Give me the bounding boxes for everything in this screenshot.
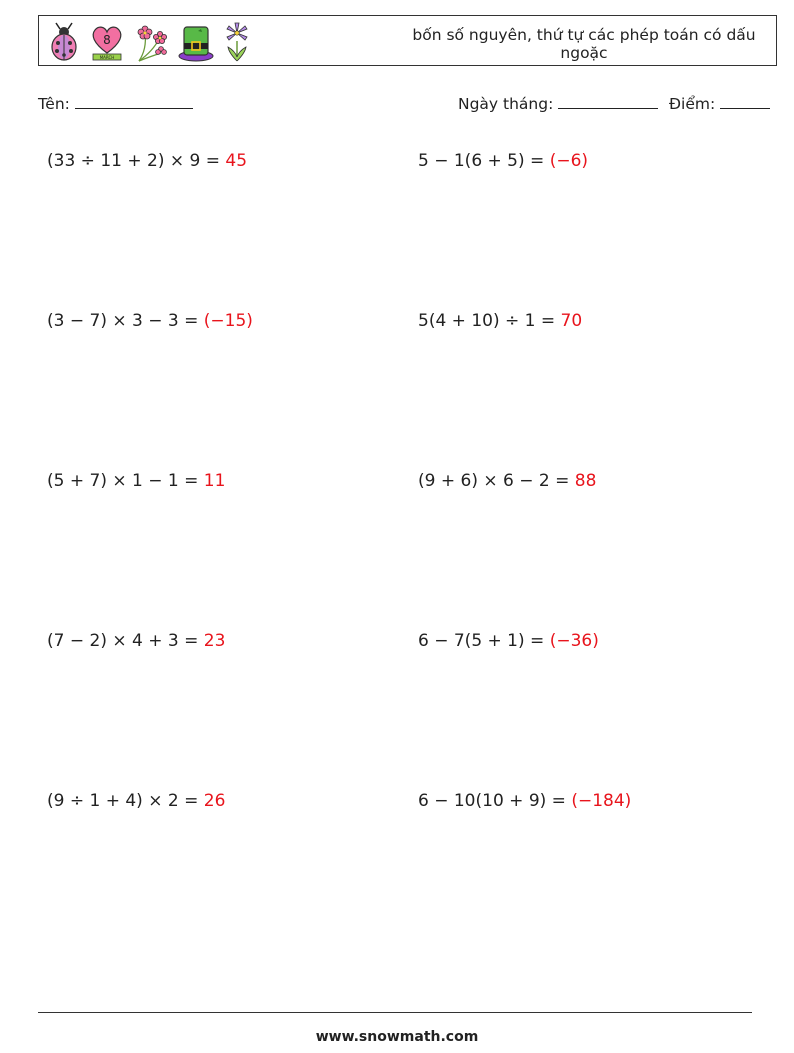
name-label: Tên: xyxy=(38,95,70,113)
problem-expression: (9 ÷ 1 + 4) × 2 = xyxy=(47,791,204,811)
flowers-icon xyxy=(133,21,169,63)
problem-3 xyxy=(47,311,253,331)
header-box xyxy=(38,15,777,66)
problem-expression: 6 − 10(10 + 9) = xyxy=(418,791,572,811)
heart-ribbon: MARCH xyxy=(99,55,115,60)
problem-expression: 5(4 + 10) ÷ 1 = xyxy=(418,311,561,331)
problem-6 xyxy=(418,471,596,491)
ladybug-icon xyxy=(47,21,81,63)
footer-divider xyxy=(38,1012,752,1013)
problem-8 xyxy=(418,631,599,651)
problem-2 xyxy=(418,151,588,171)
problem-expression: (5 + 7) × 1 − 1 = xyxy=(47,471,204,491)
name-line[interactable] xyxy=(75,94,193,109)
leprechaun-hat-icon xyxy=(177,21,215,63)
score-label: Điểm: xyxy=(669,95,716,113)
problem-expression: (7 − 2) × 4 + 3 = xyxy=(47,631,204,651)
problem-7 xyxy=(47,631,225,651)
problem-answer: 11 xyxy=(203,471,226,491)
worksheet-title: bốn số nguyên, thứ tự các phép toán có dấu ngoặc xyxy=(412,26,756,62)
problem-answer: 88 xyxy=(574,471,597,491)
heart-number: 8 xyxy=(103,33,111,47)
problem-answer: (−6) xyxy=(549,151,589,171)
problem-answer: 70 xyxy=(560,311,583,331)
problem-5 xyxy=(47,471,225,491)
problem-answer: (−15) xyxy=(203,311,253,331)
footer-url[interactable]: www.snowmath.com xyxy=(315,1029,479,1045)
problem-9 xyxy=(47,791,225,811)
problem-answer: 45 xyxy=(225,151,248,171)
purple-flower-icon xyxy=(223,21,251,63)
score-line[interactable] xyxy=(720,94,770,109)
problem-10 xyxy=(418,791,631,811)
score-field[interactable] xyxy=(669,94,770,113)
problem-answer: 23 xyxy=(203,631,226,651)
icon-strip xyxy=(47,20,251,64)
problem-expression: 6 − 7(5 + 1) = xyxy=(418,631,550,651)
problem-expression: (9 + 6) × 6 − 2 = xyxy=(418,471,575,491)
problem-answer: (−184) xyxy=(571,791,632,811)
problem-answer: (−36) xyxy=(549,631,599,651)
date-line[interactable] xyxy=(558,94,658,109)
problem-expression: 5 − 1(6 + 5) = xyxy=(418,151,550,171)
problem-expression: (3 − 7) × 3 − 3 = xyxy=(47,311,204,331)
problem-4 xyxy=(418,311,582,331)
problem-1 xyxy=(47,151,247,171)
date-field[interactable] xyxy=(458,94,658,113)
heart-8-march-icon xyxy=(89,21,125,63)
problem-answer: 26 xyxy=(203,791,226,811)
problem-expression: (33 ÷ 11 + 2) × 9 = xyxy=(47,151,226,171)
name-field[interactable] xyxy=(38,94,193,113)
date-label: Ngày tháng: xyxy=(458,95,554,113)
